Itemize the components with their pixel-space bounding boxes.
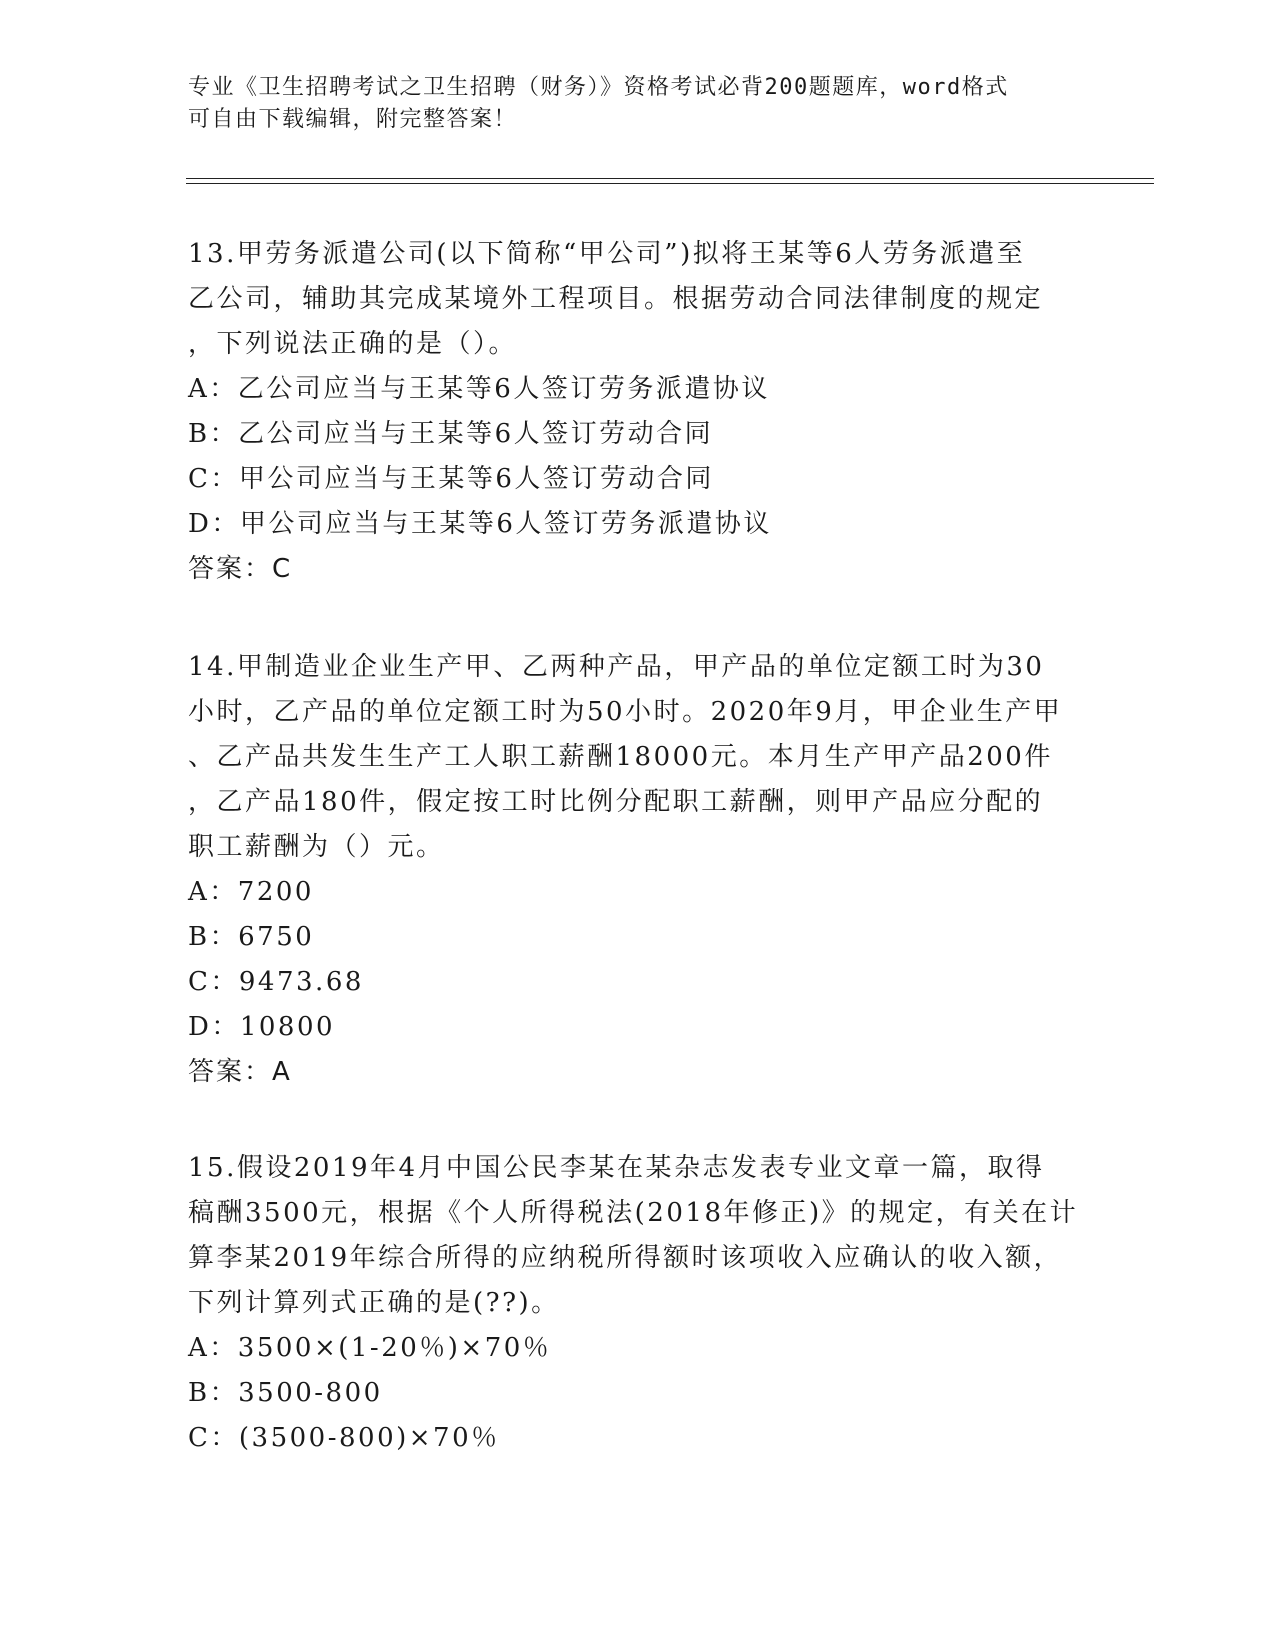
question-14-line-2: 小时，乙产品的单位定额工时为50小时。2020年9月，甲企业生产甲 <box>188 697 1063 727</box>
question-13-option-b: B：乙公司应当与王某等6人签订劳动合同 <box>188 419 714 449</box>
question-14-line-3: 、乙产品共发生生产工人职工薪酬18000元。本月生产甲产品200件 <box>188 742 1053 772</box>
question-15-line-2: 稿酬3500元，根据《个人所得税法(2018年修正)》的规定，有关在计 <box>188 1198 1079 1228</box>
question-13-option-c: C：甲公司应当与王某等6人签订劳动合同 <box>188 464 714 494</box>
question-13-option-a: A：乙公司应当与王某等6人签订劳务派遣协议 <box>188 374 770 404</box>
document-header <box>188 72 1068 136</box>
question-14-option-a: A：7200 <box>188 877 314 907</box>
question-13-line-2: 乙公司，辅助其完成某境外工程项目。根据劳动合同法律制度的规定 <box>188 284 1044 314</box>
question-15-line-1: 15.假设2019年4月中国公民李某在某杂志发表专业文章一篇，取得 <box>188 1153 1045 1183</box>
question-14-line-5: 职工薪酬为（）元。 <box>188 832 445 862</box>
question-13 <box>188 232 1088 592</box>
header-divider-top <box>186 178 1154 179</box>
question-13-answer: 答案：C <box>188 554 293 584</box>
question-13-line-1: 13.甲劳务派遣公司(以下简称“甲公司”)拟将王某等6人劳务派遣至 <box>188 239 1026 269</box>
question-13-option-d: D：甲公司应当与王某等6人签订劳务派遣协议 <box>188 509 772 539</box>
question-15-line-4: 下列计算列式正确的是(??)。 <box>188 1288 560 1318</box>
header-line-2: 可自由下载编辑，附完整答案！ <box>188 107 518 132</box>
question-15-option-b: B：3500-800 <box>188 1378 383 1408</box>
question-14-option-b: B：6750 <box>188 922 315 952</box>
question-14 <box>188 645 1088 1095</box>
question-13-line-3: ，下列说法正确的是（）。 <box>188 329 518 359</box>
question-14-option-d: D：10800 <box>188 1012 336 1042</box>
question-15-option-a: A：3500×(1-20％)×70％ <box>188 1333 552 1363</box>
question-14-line-4: ，乙产品180件，假定按工时比例分配职工薪酬，则甲产品应分配的 <box>188 787 1044 817</box>
question-15 <box>188 1146 1088 1461</box>
question-14-line-1: 14.甲制造业企业生产甲、乙两种产品，甲产品的单位定额工时为30 <box>188 652 1045 682</box>
question-15-line-3: 算李某2019年综合所得的应纳税所得额时该项收入应确认的收入额， <box>188 1243 1063 1273</box>
header-line-1: 专业《卫生招聘考试之卫生招聘（财务）》资格考试必背200题题库，word格式 <box>188 75 1009 100</box>
header-divider-bottom <box>186 183 1154 184</box>
question-14-answer: 答案：A <box>188 1057 292 1087</box>
question-14-option-c: C：9473.68 <box>188 967 364 997</box>
question-15-option-c: C：(3500-800)×70％ <box>188 1423 500 1453</box>
